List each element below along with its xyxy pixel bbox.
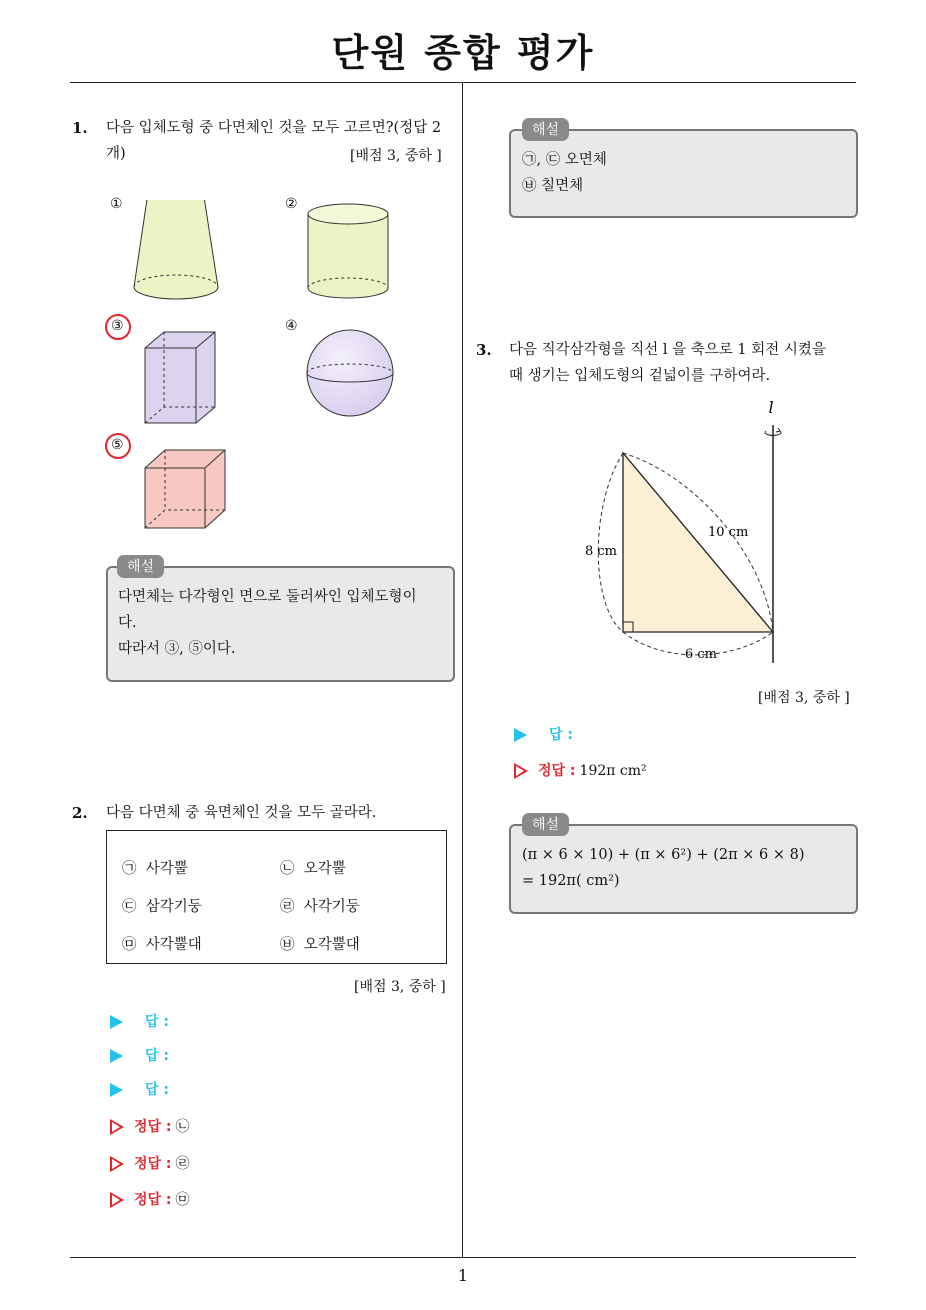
column-divider (462, 83, 463, 1258)
footer-rule (70, 1257, 856, 1258)
q3-triangle-figure (575, 395, 805, 670)
q3-text-line1: 다음 직각삼각형을 직선 l 을 축으로 1 회전 시켰을 (509, 342, 826, 358)
q1-option-1-label: ① (110, 196, 123, 212)
q3-number: 3. (476, 341, 492, 359)
q3-solution-line1: (π × 6 × 10) + (π × 6²) + (2π × 6 × 8) (522, 847, 805, 863)
q2-choice-6: ㉥ 오각뿔대 (280, 937, 360, 953)
header-rule (70, 82, 856, 83)
q2-correct-row-1: 정답 : ㉡ (110, 1116, 190, 1136)
q1-solution-line2: 다. (118, 615, 137, 631)
q2-answer-row-1: 답 : (110, 1011, 169, 1031)
q2-choice-2: ㉡ 오각뿔 (280, 861, 346, 877)
q1-option-3-label: ③ (111, 318, 124, 334)
cone-shape (134, 200, 218, 299)
axis-label: l (768, 398, 774, 417)
q1-text-line1: 다음 입체도형 중 다면체인 것을 모두 고르면?(정답 2 (106, 120, 442, 136)
cylinder-shape (308, 204, 388, 298)
side-bottom-label: 6 cm (685, 647, 718, 662)
correct-arrow-icon (110, 1156, 124, 1172)
q2-number: 2. (72, 804, 88, 822)
q2-solution-tag: 해설 (522, 118, 569, 141)
page-title: 단원 종합 평가 (331, 31, 595, 75)
q2-correct-row-3: 정답 : ㉤ (110, 1189, 190, 1209)
q2-choice-3: ㉢ 삼각기둥 (122, 899, 202, 915)
q1-solids-figure (120, 200, 440, 540)
answer-arrow-icon (514, 728, 527, 742)
cube-shape (145, 450, 225, 528)
q1-number: 1. (72, 119, 88, 137)
q2-correct-row-2: 정답 : ㉣ (110, 1153, 190, 1173)
q2-solution-line1: ㉠, ㉢ 오면체 (522, 152, 607, 168)
q3-correct-row: 정답 : 192π cm² (514, 760, 647, 780)
right-triangle (623, 453, 773, 632)
q2-answer-row-3: 답 : (110, 1079, 169, 1099)
q2-score: [배점 3, 중하 ] (354, 979, 446, 995)
correct-arrow-icon (110, 1192, 124, 1208)
correct-arrow-icon (110, 1119, 124, 1135)
q3-answer-row: 답 : (514, 724, 573, 744)
q2-text: 다음 다면체 중 육면체인 것을 모두 골라라. (106, 805, 377, 821)
answer-arrow-icon (110, 1015, 123, 1029)
q1-option-2-label: ② (285, 196, 298, 212)
q1-solution-line3: 따라서 ③, ⑤이다. (118, 641, 236, 657)
answer-arrow-icon (110, 1049, 123, 1063)
page-number: 1 (457, 1266, 469, 1285)
correct-arrow-icon (514, 763, 528, 779)
q2-answer-row-2: 답 : (110, 1045, 169, 1065)
q2-solution-line2: ㉥ 칠면체 (522, 178, 584, 194)
q1-solution-tag: 해설 (117, 555, 164, 578)
side-hypotenuse-label: 10 cm (708, 525, 749, 540)
q3-solution-tag: 해설 (522, 813, 569, 836)
q1-score: [배점 3, 중하 ] (350, 148, 442, 164)
prism-shape (145, 332, 215, 423)
q2-choice-4: ㉣ 사각기둥 (280, 899, 360, 915)
q1-option-5-label: ⑤ (111, 437, 124, 453)
q1-option-4-label: ④ (285, 318, 298, 334)
side-vertical-label: 8 cm (585, 544, 618, 559)
answer-arrow-icon (110, 1083, 123, 1097)
q3-score: [배점 3, 중하 ] (758, 690, 850, 706)
q2-choice-1: ㉠ 사각뿔 (122, 861, 188, 877)
q2-choice-5: ㉤ 사각뿔대 (122, 937, 202, 953)
q1-text-line2: 개) (106, 146, 126, 162)
q3-solution-line2: = 192π( cm²) (522, 873, 620, 889)
sphere-shape (307, 330, 393, 416)
q1-solution-line1: 다면체는 다각형인 면으로 둘러싸인 입체도형이 (118, 589, 417, 605)
q3-text-line2: 때 생기는 입체도형의 겉넓이를 구하여라. (509, 368, 771, 384)
